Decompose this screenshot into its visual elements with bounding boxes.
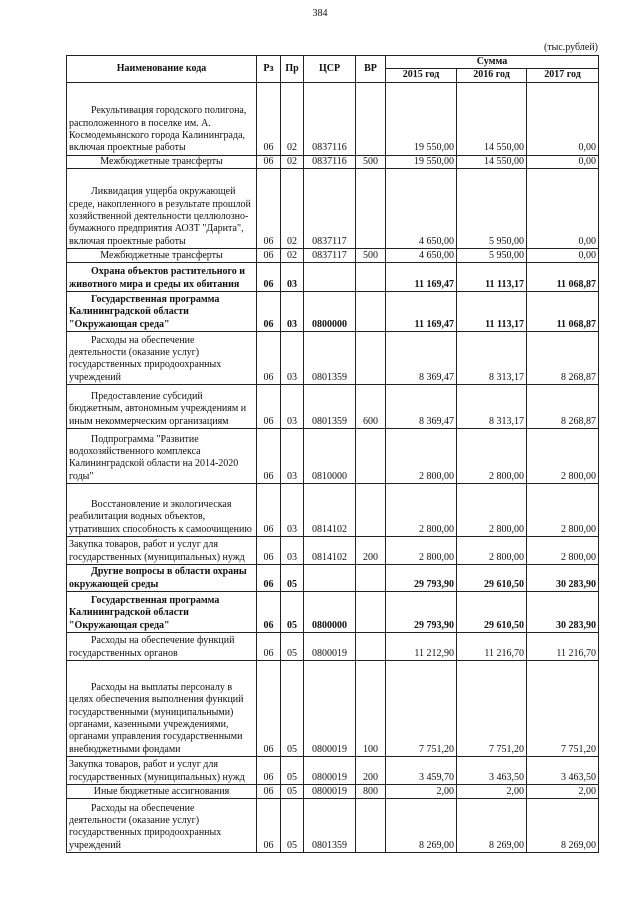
row-2017: 2 800,00	[527, 483, 599, 536]
header-rz: Рз	[257, 56, 281, 83]
row-pr: 02	[281, 168, 304, 248]
table-row	[67, 756, 599, 784]
table-row	[67, 798, 599, 852]
row-pr: 02	[281, 248, 304, 262]
row-2016: 29 610,50	[457, 591, 527, 632]
row-pr: 05	[281, 564, 304, 591]
page-number: 384	[312, 8, 328, 19]
row-2016: 8 269,00	[457, 798, 527, 852]
header-vr: ВР	[356, 56, 386, 83]
row-pr: 05	[281, 798, 304, 852]
row-name: Закупка товаров, работ и услуг для государственных (муниципальных) нужд	[67, 536, 257, 564]
row-csr: 0801359	[304, 331, 356, 384]
row-vr	[356, 262, 386, 291]
row-pr: 05	[281, 591, 304, 632]
row-rz: 06	[257, 291, 281, 331]
header-csr: ЦСР	[304, 56, 356, 83]
row-vr	[356, 564, 386, 591]
row-csr: 0814102	[304, 483, 356, 536]
row-2017: 2,00	[527, 784, 599, 798]
row-2017: 11 216,70	[527, 632, 599, 660]
row-csr: 0837116	[304, 82, 356, 155]
row-csr: 0801359	[304, 384, 356, 428]
row-csr	[304, 564, 356, 591]
row-csr: 0800000	[304, 291, 356, 331]
row-rz: 06	[257, 168, 281, 248]
row-vr: 800	[356, 784, 386, 798]
row-2017: 11 068,87	[527, 262, 599, 291]
row-vr: 500	[356, 248, 386, 262]
row-2017: 3 463,50	[527, 756, 599, 784]
table-row	[67, 784, 599, 798]
header-2015: 2015 год	[386, 69, 457, 82]
row-csr	[304, 262, 356, 291]
table-row	[67, 262, 599, 291]
row-2016: 3 463,50	[457, 756, 527, 784]
row-csr: 0800000	[304, 591, 356, 632]
row-2015: 3 459,70	[386, 756, 457, 784]
table-row	[67, 632, 599, 660]
row-name: Межбюджетные трансферты	[67, 248, 257, 262]
row-name: Охрана объектов растительного и животного мира и среды их обитания	[67, 262, 257, 291]
row-pr: 05	[281, 756, 304, 784]
row-vr: 200	[356, 756, 386, 784]
row-name: Межбюджетные трансферты	[67, 155, 257, 168]
row-2015: 4 650,00	[386, 248, 457, 262]
table-row	[67, 428, 599, 483]
row-2017: 8 268,87	[527, 331, 599, 384]
row-csr: 0837116	[304, 155, 356, 168]
row-rz: 06	[257, 262, 281, 291]
row-name: Ликвидация ущерба окружающей среде, накопленного в результате прошлой хозяйственной деятельности целлюлозно-бумажного предприятия АОЗТ "Дарита", включая проектные работы	[67, 168, 257, 248]
row-2016: 2 800,00	[457, 536, 527, 564]
table-row	[67, 384, 599, 428]
row-vr	[356, 331, 386, 384]
row-vr: 200	[356, 536, 386, 564]
row-vr	[356, 483, 386, 536]
row-2015: 8 369,47	[386, 384, 457, 428]
row-2015: 8 369,47	[386, 331, 457, 384]
table-row	[67, 168, 599, 248]
row-name: Расходы на обеспечение деятельности (оказание услуг) государственных природоохранных учреждений	[67, 331, 257, 384]
row-2016: 29 610,50	[457, 564, 527, 591]
row-2017: 0,00	[527, 82, 599, 155]
row-2016: 14 550,00	[457, 82, 527, 155]
table-row	[67, 660, 599, 756]
row-2017: 2 800,00	[527, 536, 599, 564]
row-pr: 03	[281, 384, 304, 428]
row-pr: 02	[281, 155, 304, 168]
row-vr: 100	[356, 660, 386, 756]
table-row	[67, 536, 599, 564]
row-pr: 03	[281, 428, 304, 483]
row-vr	[356, 291, 386, 331]
row-2016: 8 313,17	[457, 331, 527, 384]
row-2015: 19 550,00	[386, 82, 457, 155]
header-2017: 2017 год	[527, 69, 599, 82]
row-csr: 0837117	[304, 248, 356, 262]
row-2015: 29 793,90	[386, 591, 457, 632]
row-pr: 03	[281, 262, 304, 291]
table-row	[67, 564, 599, 591]
row-name: Предоставление субсидий бюджетным, автономным учреждениям и иным некоммерческим организациям	[67, 384, 257, 428]
row-2015: 4 650,00	[386, 168, 457, 248]
table-row	[67, 483, 599, 536]
row-vr	[356, 798, 386, 852]
row-pr: 05	[281, 784, 304, 798]
row-2016: 11 113,17	[457, 291, 527, 331]
header-sum: Сумма	[386, 56, 599, 69]
row-vr	[356, 591, 386, 632]
row-name: Восстановление и экологическая реабилитация водных объектов, утративших способность к самоочищению	[67, 483, 257, 536]
header-name: Наименование кода	[67, 56, 257, 83]
row-pr: 03	[281, 331, 304, 384]
row-2016: 11 113,17	[457, 262, 527, 291]
row-rz: 06	[257, 82, 281, 155]
row-vr	[356, 82, 386, 155]
row-2016: 2 800,00	[457, 428, 527, 483]
row-csr: 0801359	[304, 798, 356, 852]
row-2017: 30 283,90	[527, 564, 599, 591]
row-rz: 06	[257, 784, 281, 798]
row-name: Государственная программа Калининградской области "Окружающая среда"	[67, 591, 257, 632]
row-2016: 8 313,17	[457, 384, 527, 428]
row-vr	[356, 428, 386, 483]
row-csr: 0837117	[304, 168, 356, 248]
row-2017: 30 283,90	[527, 591, 599, 632]
row-2017: 8 269,00	[527, 798, 599, 852]
row-pr: 05	[281, 632, 304, 660]
row-vr: 600	[356, 384, 386, 428]
row-name: Расходы на обеспечение деятельности (оказание услуг) государственных природоохранных учреждений	[67, 798, 257, 852]
row-2015: 2 800,00	[386, 536, 457, 564]
table-row	[67, 248, 599, 262]
row-csr: 0800019	[304, 756, 356, 784]
row-rz: 06	[257, 155, 281, 168]
row-rz: 06	[257, 564, 281, 591]
row-2015: 8 269,00	[386, 798, 457, 852]
row-2015: 2 800,00	[386, 483, 457, 536]
row-2015: 2,00	[386, 784, 457, 798]
row-2015: 19 550,00	[386, 155, 457, 168]
row-2015: 2 800,00	[386, 428, 457, 483]
row-csr: 0814102	[304, 536, 356, 564]
header-pr: Пр	[281, 56, 304, 83]
row-csr: 0800019	[304, 660, 356, 756]
row-pr: 03	[281, 536, 304, 564]
row-2016: 5 950,00	[457, 248, 527, 262]
row-2015: 11 169,47	[386, 262, 457, 291]
row-name: Подпрограмма "Развитие водохозяйственного комплекса Калининградской области на 2014-2020 годы"	[67, 428, 257, 483]
row-name: Расходы на обеспечение функций государственных органов	[67, 632, 257, 660]
row-rz: 06	[257, 591, 281, 632]
row-name: Иные бюджетные ассигнования	[67, 784, 257, 798]
units-label: (тыс.рублей)	[543, 42, 598, 53]
row-name: Государственная программа Калининградской области "Окружающая среда"	[67, 291, 257, 331]
row-2017: 0,00	[527, 155, 599, 168]
row-2016: 11 216,70	[457, 632, 527, 660]
row-vr	[356, 168, 386, 248]
row-name: Расходы на выплаты персоналу в целях обеспечения выполнения функций государственными (муниципальными) органами, казенными учреждениями, органами управления государственными внебюджетными фондами	[67, 660, 257, 756]
row-rz: 06	[257, 483, 281, 536]
row-rz: 06	[257, 248, 281, 262]
row-csr: 0810000	[304, 428, 356, 483]
row-pr: 03	[281, 483, 304, 536]
row-csr: 0800019	[304, 632, 356, 660]
row-2017: 0,00	[527, 168, 599, 248]
row-2015: 29 793,90	[386, 564, 457, 591]
row-pr: 02	[281, 82, 304, 155]
row-vr: 500	[356, 155, 386, 168]
row-2016: 2,00	[457, 784, 527, 798]
row-2016: 5 950,00	[457, 168, 527, 248]
row-2015: 7 751,20	[386, 660, 457, 756]
row-2015: 11 212,90	[386, 632, 457, 660]
row-2017: 8 268,87	[527, 384, 599, 428]
row-rz: 06	[257, 428, 281, 483]
row-rz: 06	[257, 384, 281, 428]
table-row	[67, 331, 599, 384]
row-vr	[356, 632, 386, 660]
row-name: Рекультивация городского полигона, расположенного в поселке им. А. Космодемьянского города Калининграда, включая проектные работы	[67, 82, 257, 155]
row-2017: 0,00	[527, 248, 599, 262]
row-2015: 11 169,47	[386, 291, 457, 331]
table-row	[67, 155, 599, 168]
row-2016: 14 550,00	[457, 155, 527, 168]
row-pr: 03	[281, 291, 304, 331]
row-2017: 7 751,20	[527, 660, 599, 756]
row-pr: 05	[281, 660, 304, 756]
row-rz: 06	[257, 632, 281, 660]
row-name: Закупка товаров, работ и услуг для государственных (муниципальных) нужд	[67, 756, 257, 784]
budget-table	[66, 55, 599, 853]
row-rz: 06	[257, 798, 281, 852]
table-row	[67, 591, 599, 632]
table-row	[67, 82, 599, 155]
row-csr: 0800019	[304, 784, 356, 798]
row-2016: 2 800,00	[457, 483, 527, 536]
row-rz: 06	[257, 756, 281, 784]
row-rz: 06	[257, 536, 281, 564]
row-rz: 06	[257, 660, 281, 756]
row-2016: 7 751,20	[457, 660, 527, 756]
table-row	[67, 291, 599, 331]
row-2017: 2 800,00	[527, 428, 599, 483]
row-name: Другие вопросы в области охраны окружающей среды	[67, 564, 257, 591]
header-2016: 2016 год	[457, 69, 527, 82]
row-2017: 11 068,87	[527, 291, 599, 331]
row-rz: 06	[257, 331, 281, 384]
